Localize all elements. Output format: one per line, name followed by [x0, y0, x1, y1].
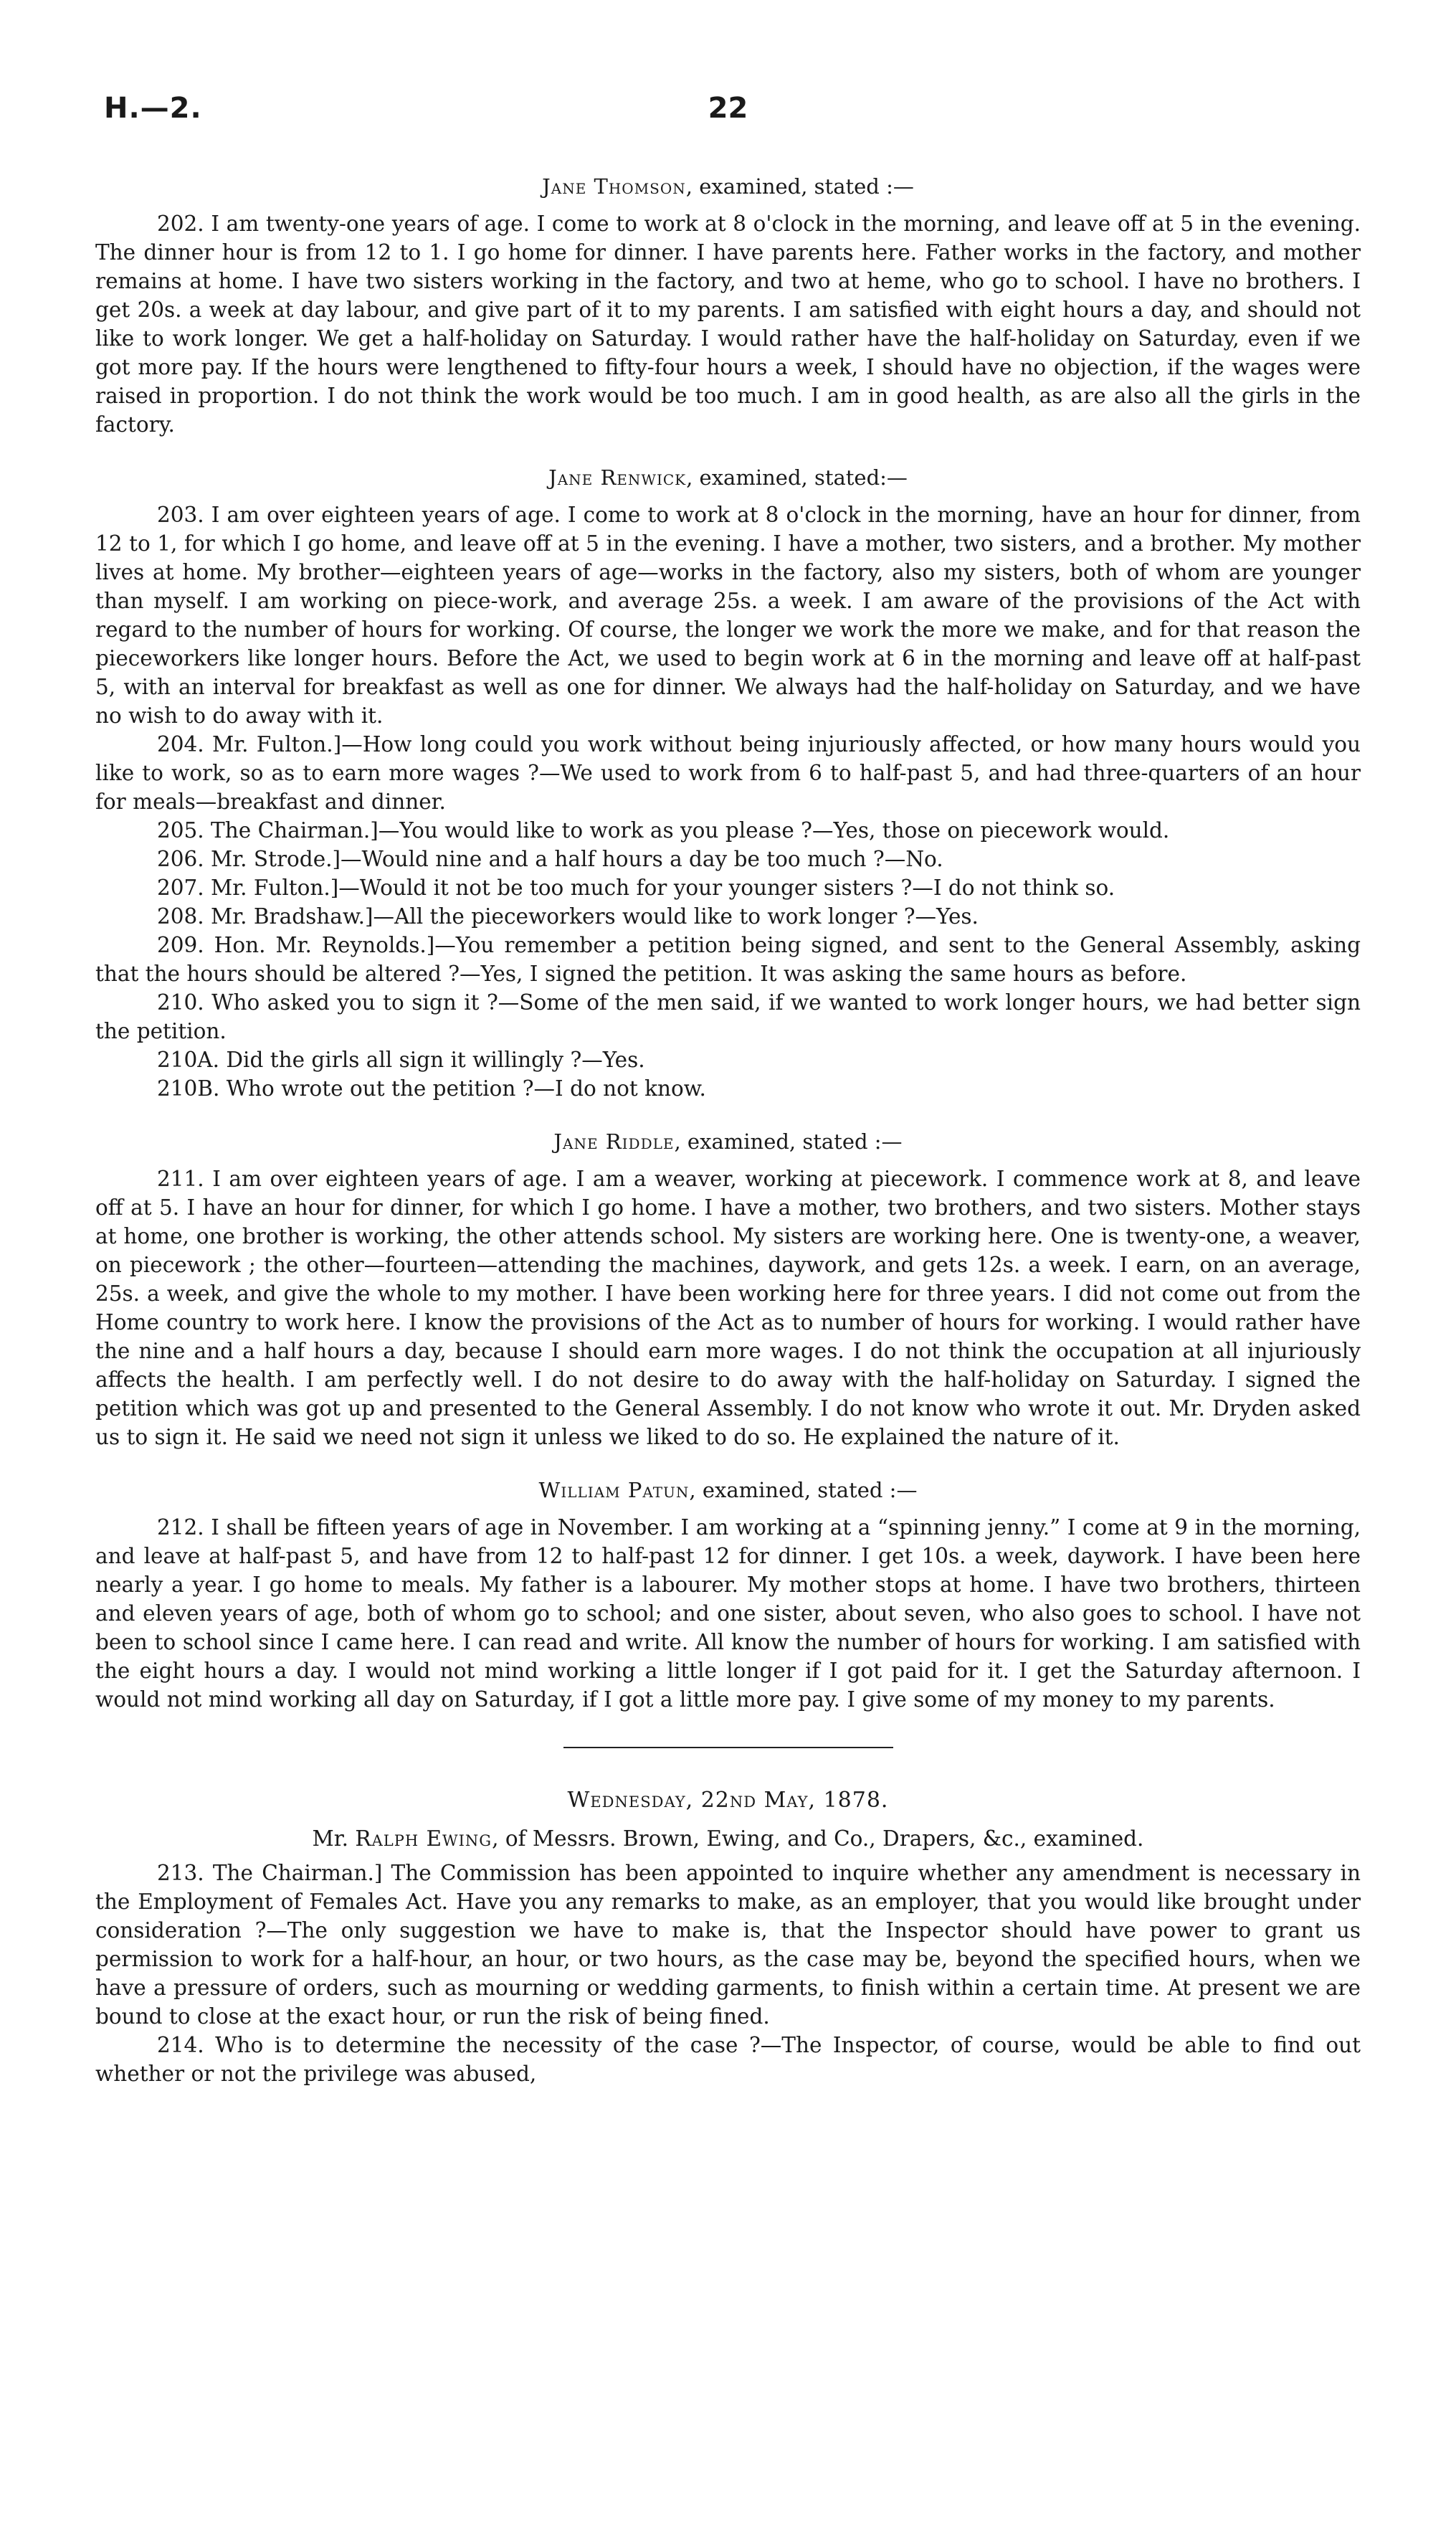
witness-name: Ralph Ewing: [355, 1826, 493, 1851]
testimony-paragraph: 212. I shall be fifteen years of age in November. I am working at a “spinning jenny.” I come at 9 in the morning, and leave at half-past 5, and have from 12 to half-past 12 for dinner. I get 10s. a week, daywork. I have been here nearly a year. I go home to meals. My father is a labourer. My mother stops at home. I have two brothers, thirteen and eleven years of age, both of whom go to school; and one sister, about seven, who also goes to school. I have not been to school since I came here. I can read and write. All know the number of hours for working. I am satisfied with the eight hours a day. I would not mind working a little longer if I got paid for it. I get the Saturday afternoon. I would not mind working all day on Saturday, if I got a little more pay. I give some of my money to my parents.: [95, 1515, 1361, 1712]
testimony-paragraph: 208. Mr. Bradshaw.]—All the pieceworkers would like to work longer ?—Yes.: [157, 904, 979, 929]
witness-heading: [95, 1476, 1361, 1504]
testimony-jane-thomson: [95, 172, 1361, 439]
document-page: [95, 0, 1361, 2532]
testimony-paragraph: 210B. Who wrote out the petition ?—I do not know.: [157, 1076, 706, 1101]
testimony-paragraph: 213. The Chairman.] The Commission has been appointed to inquire whether any amendment is necessary in the Employment of Females Act. Have you any remarks to make, as an employer, that you would like brought under consideration ?—The only suggestion we have to make is, that the Inspector should have power to grant us permission to work for a half-hour, an hour, or two hours, as the case may be, beyond the specified hours, when we have a pressure of orders, such as mourning or wedding garments, to finish within a certain time. At present we are bound to close at the exact hour, or run the risk of being fined.: [95, 1861, 1361, 2029]
witness-name: Jane Renwick: [548, 465, 687, 490]
testimony-paragraph: 211. I am over eighteen years of age. I am a weaver, working at piecework. I commence work at 8, and leave off at 5. I have an hour for dinner, for which I go home. I have a mother, two brothers, and two sisters. Mother stays at home, one brother is working, the other attends school. My sisters are working here. One is twenty-one, a weaver, on piecework ; the other—fourteen—attending the machines, daywork, and gets 12s. a week. I earn, on an average, 25s. a week, and give the whole to my mother. I have been working here for three years. I did not come out from the Home country to work here. I know the provisions of the Act as to number of hours for working. I would rather have the nine and a half hours a day, because I should earn more wages. I do not think the occupation at all injuriously affects the health. I am perfectly well. I do not desire to do away with the half-holiday on Saturday. I signed the petition which was got up and presented to the General Assembly. I do not know who wrote it out. Mr. Dryden asked us to sign it. He said we need not sign it unless we liked to do so. He explained the nature of it.: [95, 1167, 1361, 1449]
testimony-jane-riddle: [95, 1127, 1361, 1451]
testimony-paragraph: 204. Mr. Fulton.]—How long could you work without being injuriously affected, or how many hours would you like to work, so as to earn more wages ?—We used to work from 6 to half-past 5, and had three-quarters of an hour for meals—breakfast and dinner.: [95, 732, 1361, 814]
witness-heading-suffix: , examined, stated :—: [685, 174, 914, 199]
witness-heading-suffix: , examined, stated :—: [674, 1129, 903, 1154]
witness-heading-suffix: , examined, stated:—: [686, 465, 908, 490]
witness-prefix: Mr.: [312, 1826, 356, 1851]
testimony-paragraph: 214. Who is to determine the necessity of the case ?—The Inspector, of course, would be able to find out whether or not the privilege was abused,: [95, 2033, 1361, 2086]
witness-name: William Patun: [538, 1478, 690, 1502]
testimony-paragraph: 205. The Chairman.]—You would like to work as you please ?—Yes, those on piecework would.: [157, 818, 1170, 843]
testimony-ralph-ewing: [95, 1786, 1361, 2088]
testimony-paragraph: 210. Who asked you to sign it ?—Some of the men said, if we wanted to work longer hours, we had better sign the petition.: [95, 990, 1361, 1043]
date-heading: Wednesday, 22nd May, 1878.: [567, 1788, 889, 1813]
testimony-paragraph: 207. Mr. Fulton.]—Would it not be too much for your younger sisters ?—I do not think so.: [157, 876, 1115, 900]
witness-heading: [95, 463, 1361, 492]
testimony-paragraph: 206. Mr. Strode.]—Would nine and a half hours a day be too much ?—No.: [157, 847, 943, 871]
page-content: [95, 172, 1361, 2088]
witness-heading-suffix: , of Messrs. Brown, Ewing, and Co., Drapers, &c., examined.: [492, 1826, 1144, 1851]
section-divider: [563, 1747, 893, 1748]
testimony-william-patun: [95, 1476, 1361, 1714]
witness-name: Jane Riddle: [553, 1129, 675, 1154]
document-reference: H.—2.: [104, 92, 202, 125]
testimony-paragraph: 202. I am twenty-one years of age. I come to work at 8 o'clock in the morning, and leave off at 5 in the evening. The dinner hour is from 12 to 1. I go home for dinner. I have parents here. Father works in the factory, and mother remains at home. I have two sisters working in the factory, and two at heme, who go to school. I have no brothers. I get 20s. a week at day labour, and give part of it to my parents. I am satisfied with eight hours a day, and should not like to work longer. We get a half-holiday on Saturday. I would rather have the half-holiday on Saturday, even if we got more pay. If the hours were lengthened to fifty-four hours a week, I should have no objection, if the wages were raised in proportion. I do not think the work would be too much. I am in good health, as are also all the girls in the factory.: [95, 212, 1361, 437]
witness-heading: [95, 172, 1361, 201]
witness-name: Jane Thomson: [542, 174, 686, 199]
page-header: [95, 92, 1361, 135]
witness-heading: [95, 1824, 1361, 1853]
testimony-paragraph: 210A. Did the girls all sign it willingly ?—Yes.: [157, 1048, 645, 1072]
testimony-paragraph: 209. Hon. Mr. Reynolds.]—You remember a petition being signed, and sent to the General Assembly, asking that the hours should be altered ?—Yes, I signed the petition. It was asking the same hours as before.: [95, 933, 1361, 986]
witness-heading-suffix: , examined, stated :—: [689, 1478, 918, 1502]
witness-heading: [95, 1127, 1361, 1156]
page-number: 22: [708, 92, 748, 125]
testimony-paragraph: 203. I am over eighteen years of age. I come to work at 8 o'clock in the morning, have an hour for dinner, from 12 to 1, for which I go home, and leave off at 5 in the evening. I have a mother, two sisters, and a brother. My mother lives at home. My brother—eighteen years of age—works in the factory, also my sisters, both of whom are younger than myself. I am working on piece-work, and average 25s. a week. I am aware of the provisions of the Act with regard to the number of hours for working. Of course, the longer we work the more we make, and for that reason the pieceworkers like longer hours. Before the Act, we used to begin work at 6 in the morning and leave off at half-past 5, with an interval for breakfast as well as one for dinner. We always had the half-holiday on Saturday, and we have no wish to do away with it.: [95, 503, 1361, 728]
testimony-jane-renwick: [95, 463, 1361, 1103]
